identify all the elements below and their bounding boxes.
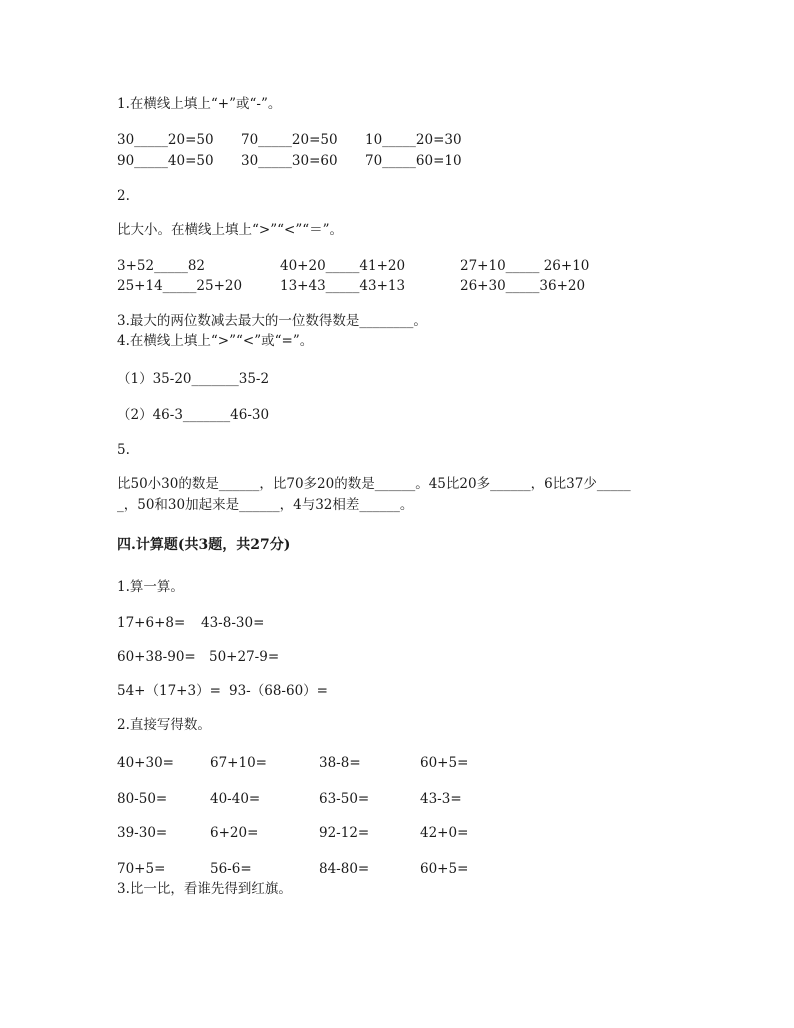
q4-item-2: （2）46-3_______46-30 <box>117 407 270 423</box>
calc1-title: 1.算一算。 <box>117 579 184 595</box>
calc1-item: 17+6+8= <box>117 615 186 631</box>
section-heading: 四.计算题(共3题，共27分) <box>117 537 291 553</box>
q2-item: 25+14_____25+20 <box>117 278 243 294</box>
calc2-item: 92-12= <box>319 825 370 841</box>
calc2-item: 43-3= <box>420 791 462 807</box>
calc2-title: 2.直接写得数。 <box>117 717 211 733</box>
calc2-item: 84-80= <box>319 861 370 877</box>
calc2-item: 70+5= <box>117 861 166 877</box>
q1-item: 10_____20=30 <box>365 132 462 148</box>
calc2-item: 63-50= <box>319 791 370 807</box>
q1-item: 70_____60=10 <box>365 153 462 169</box>
calc2-item: 38-8= <box>319 755 361 771</box>
q5-line-2: _，50和30加起来是______，4与32相差______。 <box>117 497 414 513</box>
q2-number: 2. <box>117 188 130 204</box>
q2-item: 40+20_____41+20 <box>280 258 406 274</box>
calc1-item: 93-（68-60）= <box>229 683 328 699</box>
q3-text: 3.最大的两位数减去最大的一位数得数是________。 <box>117 313 427 329</box>
calc2-item: 60+5= <box>420 755 469 771</box>
q4-title: 4.在横线上填上“>”“<”或“=”。 <box>117 333 314 349</box>
calc1-item: 60+38-90= <box>117 649 196 665</box>
q4-item-1: （1）35-20_______35-2 <box>117 371 270 387</box>
calc1-item: 54+（17+3）= <box>117 683 221 699</box>
q2-item: 27+10_____ 26+10 <box>460 258 590 274</box>
calc2-item: 80-50= <box>117 791 168 807</box>
q1-item: 30_____30=60 <box>241 153 338 169</box>
q2-item: 26+30_____36+20 <box>460 278 586 294</box>
calc2-item: 39-30= <box>117 825 168 841</box>
calc1-item: 50+27-9= <box>209 649 280 665</box>
q1-item: 30_____20=50 <box>117 132 214 148</box>
q1-item: 70_____20=50 <box>241 132 338 148</box>
calc2-item: 67+10= <box>210 755 267 771</box>
calc3-title: 3.比一比，看谁先得到红旗。 <box>117 881 292 897</box>
calc2-item: 6+20= <box>210 825 259 841</box>
calc1-item: 43-8-30= <box>201 615 265 631</box>
q5-line-1: 比50小30的数是______，比70多20的数是______。45比20多______，6比37少_____ <box>117 476 631 492</box>
q2-item: 3+52_____82 <box>117 258 206 274</box>
q5-number: 5. <box>117 442 130 458</box>
q2-title: 比大小。在横线上填上“>”“<”“＝”。 <box>117 222 344 238</box>
calc2-item: 40-40= <box>210 791 261 807</box>
q1-title: 1.在横线上填上“+”或“-”。 <box>117 96 282 112</box>
q2-item: 13+43_____43+13 <box>280 278 406 294</box>
calc2-item: 56-6= <box>210 861 252 877</box>
calc2-item: 40+30= <box>117 755 174 771</box>
calc2-item: 42+0= <box>420 825 469 841</box>
calc2-item: 60+5= <box>420 861 469 877</box>
q1-item: 90_____40=50 <box>117 153 214 169</box>
